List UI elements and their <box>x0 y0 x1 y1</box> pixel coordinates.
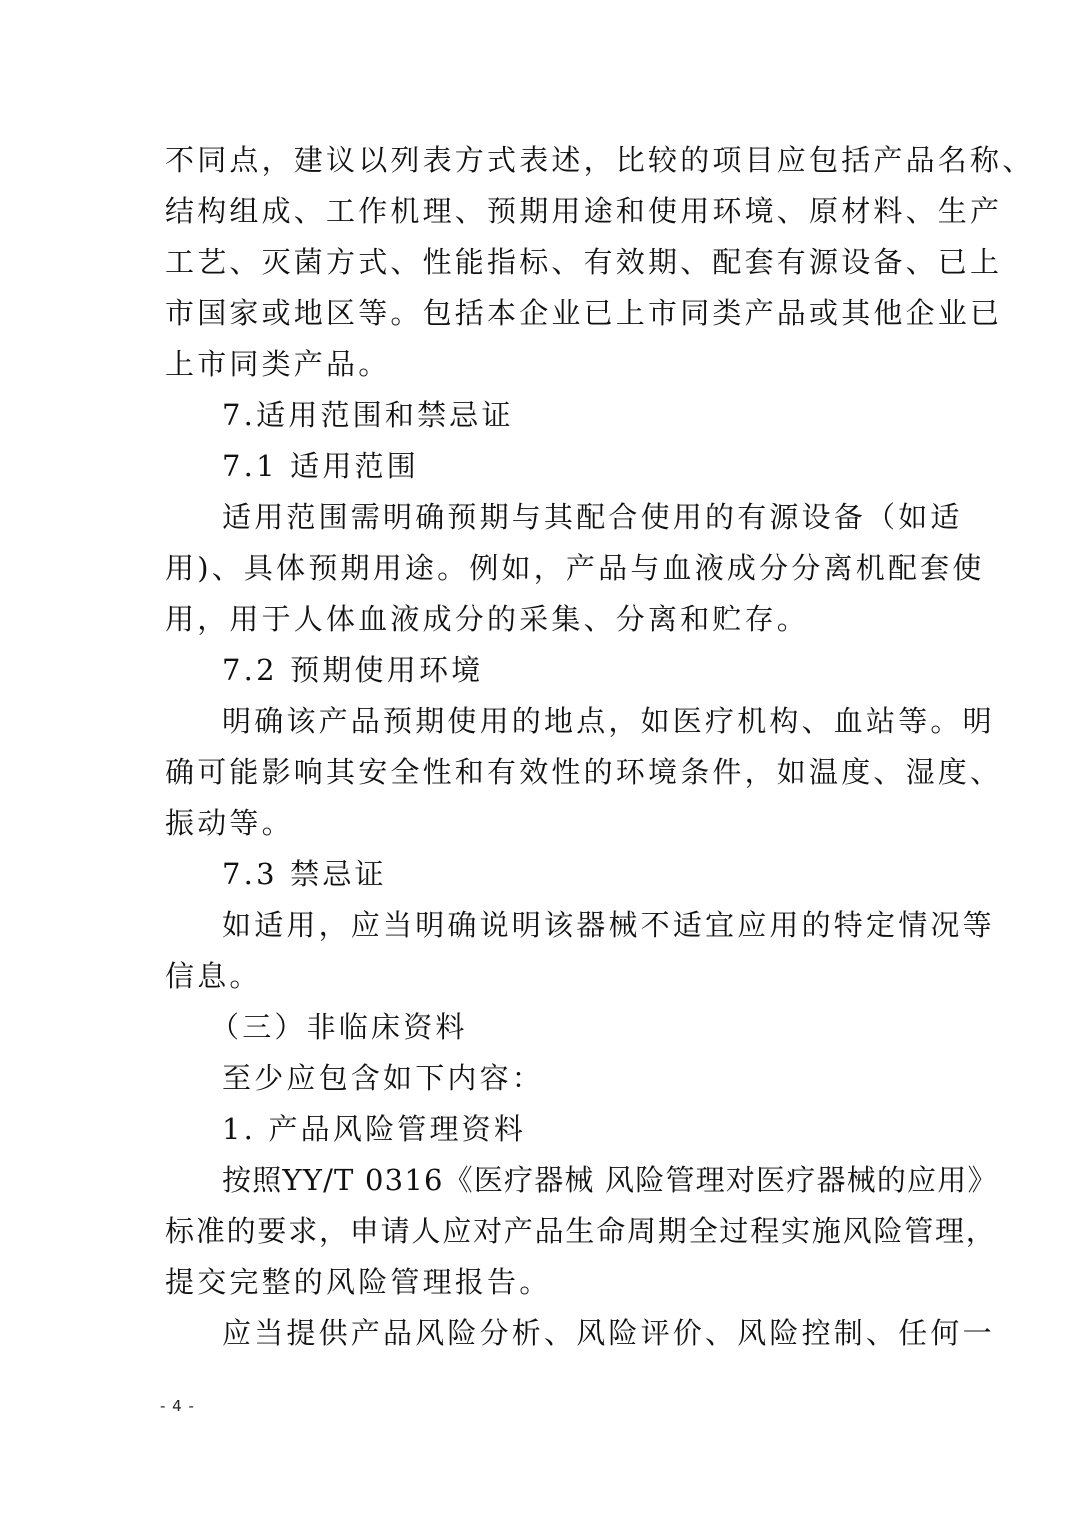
paragraph-line: 信息。 <box>165 959 262 993</box>
paragraph-line: 结构组成、工作机理、预期用途和使用环境、原材料、生产 <box>165 194 1003 228</box>
paragraph-line: 至少应包含如下内容： <box>222 1061 545 1095</box>
page-number: - 4 - <box>160 1397 195 1415</box>
paragraph-line: 确可能影响其安全性和有效性的环境条件，如温度、湿度、 <box>165 755 1003 789</box>
subsection-heading: 7.2 预期使用环境 <box>222 653 484 687</box>
paragraph-line: 市国家或地区等。包括本企业已上市同类产品或其他企业已 <box>165 296 1003 330</box>
paragraph-line: 明确该产品预期使用的地点，如医疗机构、血站等。明 <box>222 704 995 738</box>
paragraph-line: 标准的要求，申请人应对产品生命周期全过程实施风险管理， <box>165 1214 997 1248</box>
paragraph-line: 工艺、灭菌方式、性能指标、有效期、配套有源设备、已上 <box>165 245 1003 279</box>
paragraph-line: 应当提供产品风险分析、风险评价、风险控制、任何一 <box>222 1316 995 1350</box>
subsection-heading: 7.3 禁忌证 <box>222 857 387 891</box>
paragraph-line: 用)、具体预期用途。例如，产品与血液成分分离机配套使 <box>165 551 985 585</box>
paragraph-line: 如适用，应当明确说明该器械不适宜应用的特定情况等 <box>222 908 995 942</box>
paragraph-line: 上市同类产品。 <box>165 347 391 381</box>
subsection-heading: 7.1 适用范围 <box>222 449 419 483</box>
section-heading: （三）非临床资料 <box>210 1010 468 1044</box>
paragraph-line: 振动等。 <box>165 806 294 840</box>
paragraph-line: 用，用于人体血液成分的采集、分离和贮存。 <box>165 602 810 636</box>
paragraph-line: 按照YY/T 0316《医疗器械 风险管理对医疗器械的应用》 <box>222 1163 998 1197</box>
subsection-heading: 1. 产品风险管理资料 <box>222 1112 527 1146</box>
paragraph-line: 提交完整的风险管理报告。 <box>165 1265 552 1299</box>
paragraph-line: 适用范围需明确预期与其配合使用的有源设备（如适 <box>222 500 963 534</box>
section-heading: 7.适用范围和禁忌证 <box>222 398 514 432</box>
paragraph-line: 不同点，建议以列表方式表述，比较的项目应包括产品名称、 <box>165 143 1035 177</box>
